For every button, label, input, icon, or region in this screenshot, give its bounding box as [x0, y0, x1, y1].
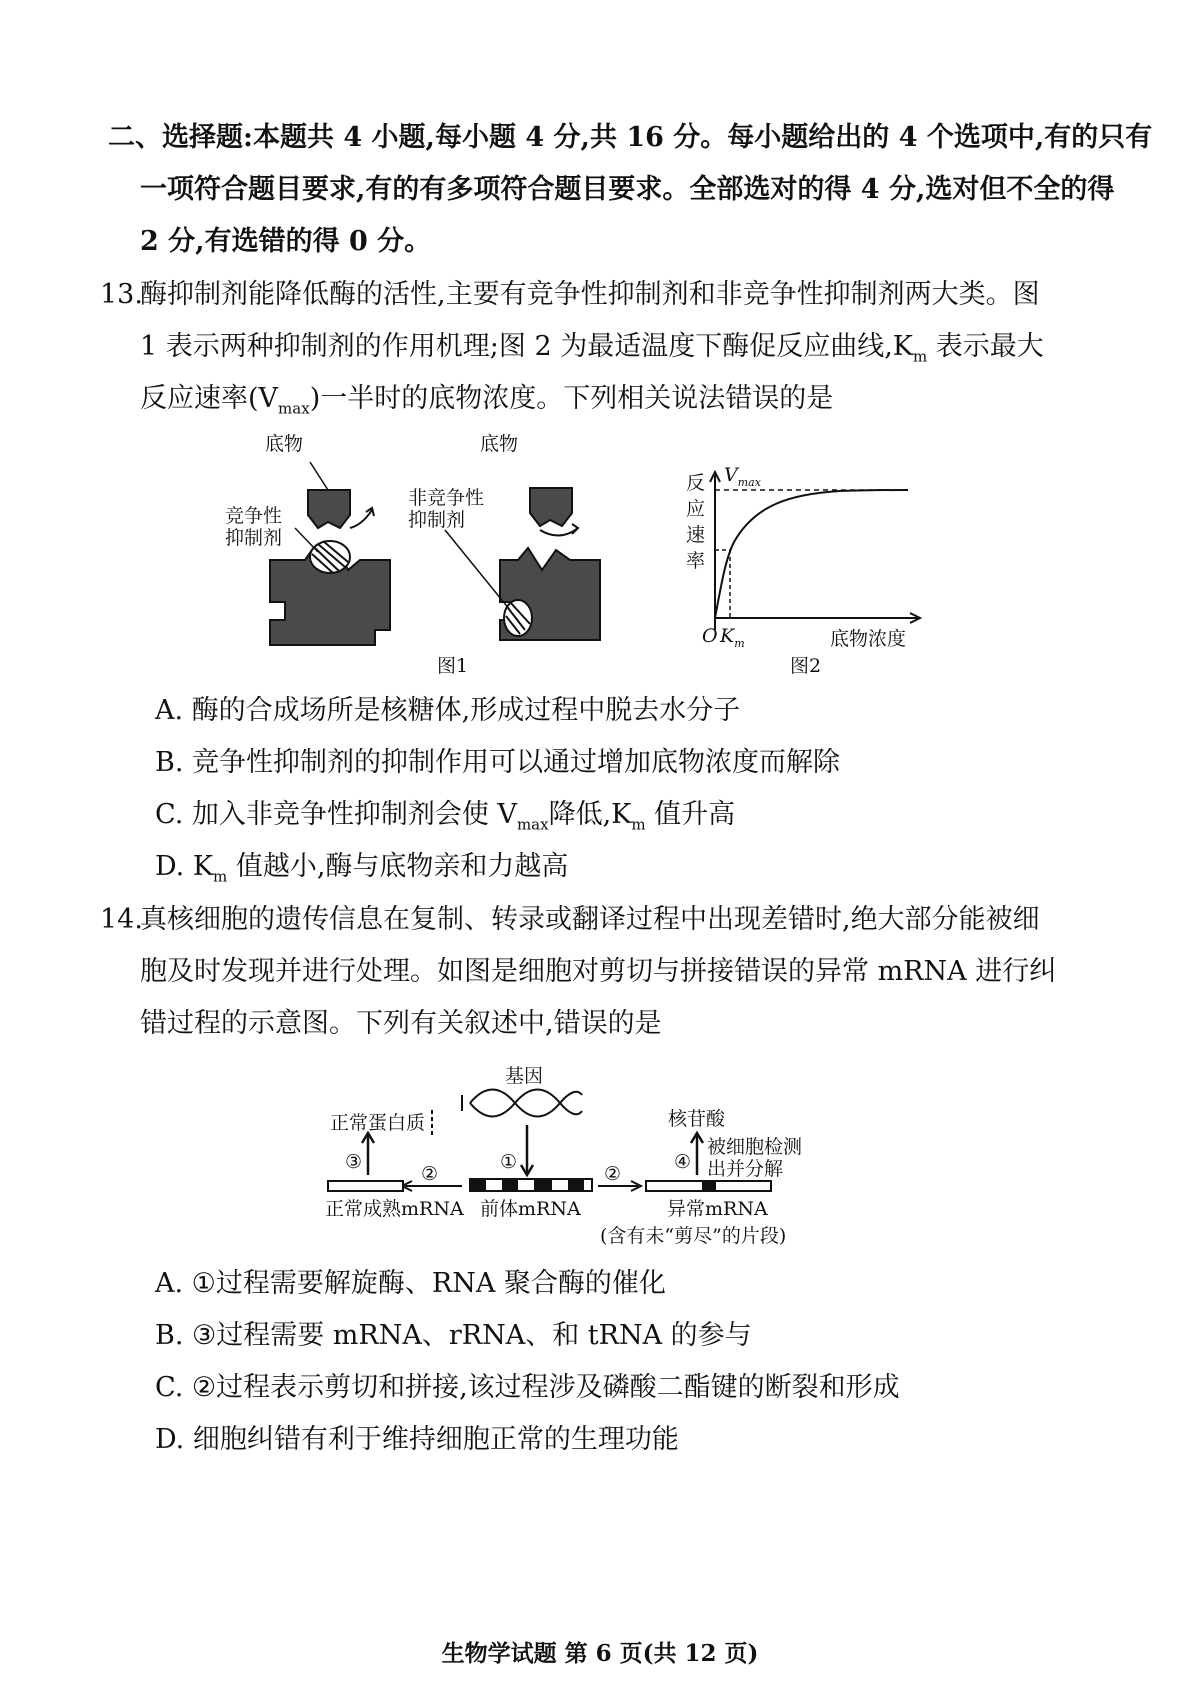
q13-option-d: D. $K_m$ 值越小,酶与底物亲和力越高 — [155, 851, 569, 886]
q14-gene-label: 基因 — [505, 1065, 544, 1087]
fig2-vmax-label: $V_{max}$ — [724, 464, 761, 489]
q14-stem-line2: 胞及时发现并进行处理。如图是细胞对剪切与拼接错误的异常 mRNA 进行纠 — [140, 956, 1057, 987]
fig1-substrate-left-label: 底物 — [265, 433, 304, 455]
q14-pre-mrna-label: 前体mRNA — [480, 1198, 581, 1220]
q14-step2-right-label: ② — [604, 1163, 622, 1185]
q13-option-a: A. 酶的合成场所是核糖体,形成过程中脱去水分子 — [155, 695, 741, 726]
substrate-left — [308, 490, 350, 528]
reaction-curve — [715, 490, 908, 618]
page-footer: 生物学试题 第 6 页(共 12 页) — [441, 1640, 759, 1667]
mature-mrna-bar — [328, 1181, 403, 1191]
fig1-competitive-label-2: 抑制剂 — [225, 527, 283, 549]
q13-option-c: C. 加入非竞争性抑制剂会使 $V_{max}$降低$,K_m$ 值升高 — [155, 799, 736, 834]
q13-stem-line1: 酶抑制剂能降低酶的活性,主要有竞争性抑制剂和非竞争性抑制剂两大类。图 — [140, 279, 1040, 310]
q13-stem-line2: 1 表示两种抑制剂的作用机理;图 2 为最适温度下酶促反应曲线$,K_m$ 表示最大 — [140, 331, 1044, 366]
figure-1-enzyme-inhibitors — [200, 420, 620, 680]
substrate-right — [530, 488, 572, 526]
q14-option-a: A. ①过程需要解旋酶、RNA 聚合酶的催化 — [155, 1268, 666, 1299]
q14-abnormal-note-label: (含有未“剪尽”的片段) — [600, 1225, 787, 1247]
q14-option-d: D. 细胞纠错有利于维持细胞正常的生理功能 — [155, 1424, 679, 1455]
q14-step2-left-label: ② — [421, 1163, 439, 1185]
q14-detected-label-1: 被细胞检测 — [707, 1136, 803, 1158]
q14-step4-label: ④ — [674, 1151, 692, 1173]
section-instruction-line3: 2 分,有选错的得 0 分。 — [140, 226, 432, 257]
fig2-xlabel: 底物浓度 — [830, 628, 907, 650]
q14-option-b: B. ③过程需要 mRNA、rRNA、和 tRNA 的参与 — [155, 1320, 752, 1351]
q14-mature-mrna-label: 正常成熟mRNA — [325, 1198, 464, 1220]
q13-option-b: B. 竞争性抑制剂的抑制作用可以通过增加底物浓度而解除 — [155, 747, 841, 778]
q14-stem-line3: 错过程的示意图。下列有关叙述中,错误的是 — [140, 1008, 662, 1039]
fig1-noncompetitive-label-2: 抑制剂 — [408, 509, 466, 531]
fig2-ylabel: 反应速率 — [686, 472, 706, 572]
fig1-caption: 图1 — [437, 655, 469, 677]
fig1-competitive-label-1: 竞争性 — [225, 505, 283, 527]
q14-number: 14. — [100, 904, 143, 935]
section-instruction-line1: 二、选择题:本题共 4 小题,每小题 4 分,共 16 分。每小题给出的 4 个选项中,有的只有 — [108, 122, 1153, 153]
fig1-noncompetitive-label-1: 非竞争性 — [408, 487, 485, 509]
section-instruction-line2: 一项符合题目要求,有的有多项符合题目要求。全部选对的得 4 分,选对但不全的得 — [140, 174, 1115, 205]
q13-number: 13. — [100, 279, 143, 310]
q13-stem-line3: 反应速率$(V_{max})$一半时的底物浓度。下列相关说法错误的是 — [140, 383, 834, 418]
fig1-substrate-right-label: 底物 — [480, 433, 519, 455]
q14-step1-label: ① — [500, 1151, 518, 1173]
fig2-origin-label: O — [702, 625, 718, 647]
q14-nucleotide-label: 核苷酸 — [668, 1108, 726, 1130]
q14-detected-label-2: 出并分解 — [707, 1158, 784, 1180]
q14-normal-protein-label: 正常蛋白质 — [330, 1112, 426, 1134]
q14-abnormal-mrna-label: 异常mRNA — [667, 1198, 768, 1220]
fig2-km-label: $K_m$ — [720, 625, 745, 650]
q14-stem-line1: 真核细胞的遗传信息在复制、转录或翻译过程中出现差错时,绝大部分能被细 — [140, 904, 1040, 935]
q14-option-c: C. ②过程表示剪切和拼接,该过程涉及磷酸二酯键的断裂和形成 — [155, 1372, 900, 1403]
figure-2-reaction-curve — [700, 470, 940, 640]
fig2-caption: 图2 — [790, 655, 822, 677]
q14-step3-label: ③ — [345, 1151, 363, 1173]
